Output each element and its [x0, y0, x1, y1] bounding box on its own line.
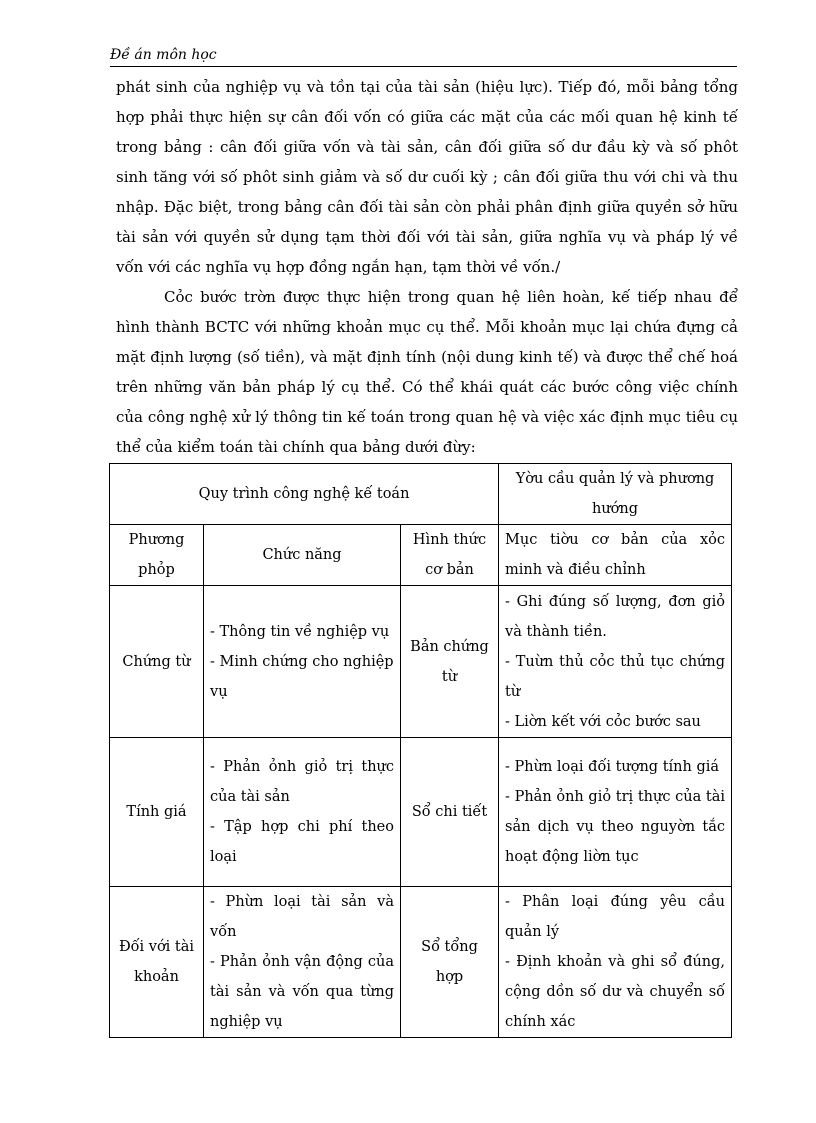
goal-item: - Phản ỏnh giỏ trị thực của tài sản dịch vụ theo nguyờn tắc hoạt động liờn tục: [505, 789, 726, 865]
row-goals: [499, 887, 732, 1038]
body-text: [116, 72, 738, 462]
function-item: - Thông tin về nghiệp vụ: [210, 623, 390, 640]
column-header-form: Hình thức cơ bản: [401, 525, 499, 586]
function-item: - Minh chứng cho nghiệp vụ: [210, 653, 394, 700]
function-item: - Phừn loại tài sản và vốn: [210, 894, 394, 940]
goal-item: - Định khoản và ghi sổ đúng, cộng dồn số dư và chuyển số chính xác: [505, 954, 726, 1030]
row-form: Bản chứng từ: [401, 586, 499, 738]
accounting-process-table: [109, 463, 732, 1038]
row-goals: [499, 586, 732, 738]
goal-item: - Phừn loại đối tượng tính giá: [505, 759, 720, 775]
goal-item: - Ghi đúng số lượng, đơn giỏ và thành tiền.: [505, 593, 726, 640]
goal-item: - Phân loại đúng yêu cầu quản lý: [505, 894, 726, 940]
group-header-left: Quy trình công nghệ kế toán: [110, 464, 499, 525]
page-header: [110, 46, 737, 67]
function-item: - Phản ỏnh giỏ trị thực của tài sản: [210, 759, 394, 805]
table-group-header-row: [110, 464, 732, 525]
row-method: Chứng từ: [110, 586, 204, 738]
row-method: Tính giá: [110, 738, 204, 887]
paragraph-1: phát sinh của nghiệp vụ và tồn tại của tài sản (hiệu lực). Tiếp đó, mỗi bảng tổng hợp phải thực hiện sự cân đối vốn có giữa các mặt của các mối quan hệ kinh tế trong bảng : cân đối giữa vốn và tài sản, cân đối giữa số dư đầu kỳ và số phôt sinh tăng với số phôt sinh giảm và số dư cuối kỳ ; cân đối giữa thu với chi và thu nhập. Đặc biệt, trong bảng cân đối tài sản còn phải phân định giữa quyền sở hữu tài sản với quyền sử dụng tạm thời đối với tài sản, giữa nghĩa vụ và pháp lý về vốn với các nghĩa vụ hợp đồng ngắn hạn, tạm thời về vốn./: [116, 78, 738, 276]
row-functions: [204, 586, 401, 738]
function-item: - Phản ỏnh vận động của tài sản và vốn qua từng nghiệp vụ: [210, 954, 394, 1030]
table-column-header-row: [110, 525, 732, 586]
row-method: Đối với tài khoản: [110, 887, 204, 1038]
table-row: [110, 586, 732, 738]
row-functions: [204, 887, 401, 1038]
row-goals: [499, 738, 732, 887]
goal-item: - Liờn kết với cỏc bước sau: [505, 713, 701, 730]
function-item: - Tập hợp chi phí theo loại: [210, 819, 394, 865]
row-functions: [204, 738, 401, 887]
row-form: Sổ chi tiết: [401, 738, 499, 887]
column-header-method: Phương phỏp: [110, 525, 204, 586]
group-header-right: Yờu cầu quản lý và phương hướng: [499, 464, 732, 525]
column-header-function: Chức năng: [204, 525, 401, 586]
goal-item: - Tuừn thủ cỏc thủ tục chứng từ: [505, 653, 726, 700]
column-header-goal: Mục tiờu cơ bản của xỏc minh và điều chỉnh: [499, 525, 732, 586]
table-row: [110, 738, 732, 887]
table-row: [110, 887, 732, 1038]
row-form: Sổ tổng hợp: [401, 887, 499, 1038]
header-title: Đề án môn học: [110, 47, 217, 63]
paragraph-2: Cỏc bước trờn được thực hiện trong quan hệ liên hoàn, kế tiếp nhau để hình thành BCTC với những khoản mục cụ thể. Mỗi khoản mục lại chứa đựng cả mặt định lượng (số tiền), và mặt định tính (nội dung kinh tế) và được thể chế hoá trên những văn bản pháp lý cụ thể. Có thể khái quát các bước công việc chính của công nghệ xử lý thông tin kế toán trong quan hệ và việc xác định mục tiêu cụ thể của kiểm toán tài chính qua bảng dưới đừy:: [116, 288, 738, 456]
